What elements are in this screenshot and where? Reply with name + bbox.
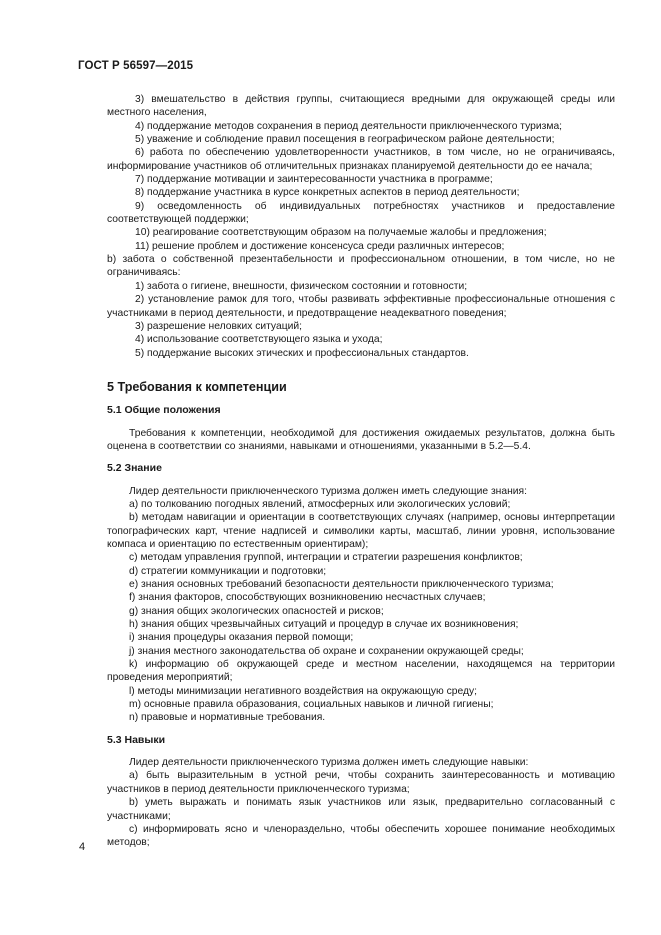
- document-body: [107, 93, 615, 850]
- list-item: b) методам навигации и ориентации в соответствующих случаях (например, основы интерпретации топографических карт, чтение надписей и символики карты, масштаб, линии уровня, использование компаса и ориентацию по естественным ориентирам);: [107, 512, 615, 550]
- list-item: a) по толкованию погодных явлений, атмосферных или экологических условий;: [129, 498, 511, 510]
- list-item: m) основные правила образования, социальных навыков и личной гигиены;: [129, 699, 494, 711]
- section-5-2-intro: Лидер деятельности приключенческого туризма должен иметь следующие знания:: [129, 485, 527, 497]
- list-item: b) забота о собственной презентабельности и профессиональном отношении, в том числе, но не ограничиваясь:: [107, 254, 615, 279]
- list-item: 6) работа по обеспечению удовлетворенности участников, в том числе, но не ограничиваясь, информирование участников об отличительных признаках планируемой деятельности до ее начала;: [107, 147, 615, 172]
- section-5-2-heading: 5.2 Знание: [107, 462, 162, 475]
- list-item: 3) разрешение неловких ситуаций;: [135, 320, 302, 332]
- list-item: l) методы минимизации негативного воздействия на окружающую среду;: [129, 685, 478, 697]
- section-5-3-intro: Лидер деятельности приключенческого туризма должен иметь следующие навыки:: [129, 757, 529, 769]
- list-item: b) уметь выражать и понимать язык участников или язык, предварительно согласованный с участниками;: [107, 797, 615, 822]
- list-item: 4) использование соответствующего языка и ухода;: [135, 334, 383, 346]
- skills-list: [107, 769, 615, 849]
- list-item: e) знания основных требований безопасности деятельности приключенческого туризма;: [129, 579, 554, 590]
- list-item: 4) поддержание методов сохранения в период деятельности приключенческого туризма;: [135, 120, 563, 132]
- section-5-heading: 5 Требования к компетенции: [107, 379, 287, 394]
- list-item: 7) поддержание мотивации и заинтересованности участника в программе;: [135, 174, 493, 186]
- list-item: c) информировать ясно и членораздельно, чтобы обеспечить хорошее понимание необходимых методов;: [107, 823, 615, 849]
- section-5-1-text: Требования к компетенции, необходимой для достижения ожидаемых результатов, должна быть оценена в соответствии со знаниями, навыками и отношениями, указанными в 5.2—5.4.: [107, 427, 615, 452]
- continued-list: [107, 93, 615, 360]
- list-item: i) знания процедуры оказания первой помощи;: [129, 632, 354, 644]
- list-item: k) информацию об окружающей среде и местном населении, находящемся на территории проведения мероприятий;: [107, 659, 615, 684]
- list-item: j) знания местного законодательства об охране и сохранении окружающей среды;: [129, 645, 524, 657]
- list-item: 5) уважение и соблюдение правил посещения в географическом районе деятельности;: [135, 134, 555, 146]
- list-item: f) знания факторов, способствующих возникновению несчастных случаев;: [129, 592, 486, 604]
- list-item: 10) реагирование соответствующим образом на получаемые жалобы и предложения;: [135, 227, 547, 239]
- list-item: 11) решение проблем и достижение консенсуса среди различных интересов;: [135, 240, 505, 252]
- document-id-header: ГОСТ Р 56597—2015: [78, 60, 194, 72]
- list-item: 9) осведомленность об индивидуальных потребностях участников и предоставление соответствующей поддержки;: [107, 200, 615, 226]
- list-item: d) стратегии коммуникации и подготовки;: [129, 565, 327, 577]
- list-item: g) знания общих экологических опасностей и рисков;: [129, 605, 384, 617]
- list-item: a) быть выразительным в устной речи, чтобы сохранить заинтересованность и мотивацию участников в период деятельности приключенческого туризма;: [107, 770, 615, 795]
- list-item: 5) поддержание высоких этических и профессиональных стандартов.: [135, 347, 469, 359]
- section-5-1-heading: 5.1 Общие положения: [107, 404, 221, 417]
- list-item: 1) забота о гигиене, внешности, физическом состоянии и готовности;: [135, 280, 468, 292]
- page-number: 4: [79, 841, 86, 853]
- list-item: 8) поддержание участника в курсе конкретных аспектов в период деятельности;: [135, 187, 520, 199]
- knowledge-list: [107, 498, 615, 725]
- section-5-3-heading: 5.3 Навыки: [107, 733, 166, 746]
- list-item: h) знания общих чрезвычайных ситуаций и процедур в случае их возникновения;: [129, 619, 519, 631]
- list-item: c) методам управления группой, интеграции и стратегии разрешения конфликтов;: [129, 552, 523, 564]
- list-item: n) правовые и нормативные требования.: [129, 712, 326, 724]
- list-item: 2) установление рамок для того, чтобы развивать эффективные профессиональные отношения с участниками в период деятельности, и предотвращение неадекватного поведения;: [107, 294, 615, 319]
- list-item: 3) вмешательство в действия группы, считающиеся вредными для окружающей среды или местного населения,: [107, 94, 615, 119]
